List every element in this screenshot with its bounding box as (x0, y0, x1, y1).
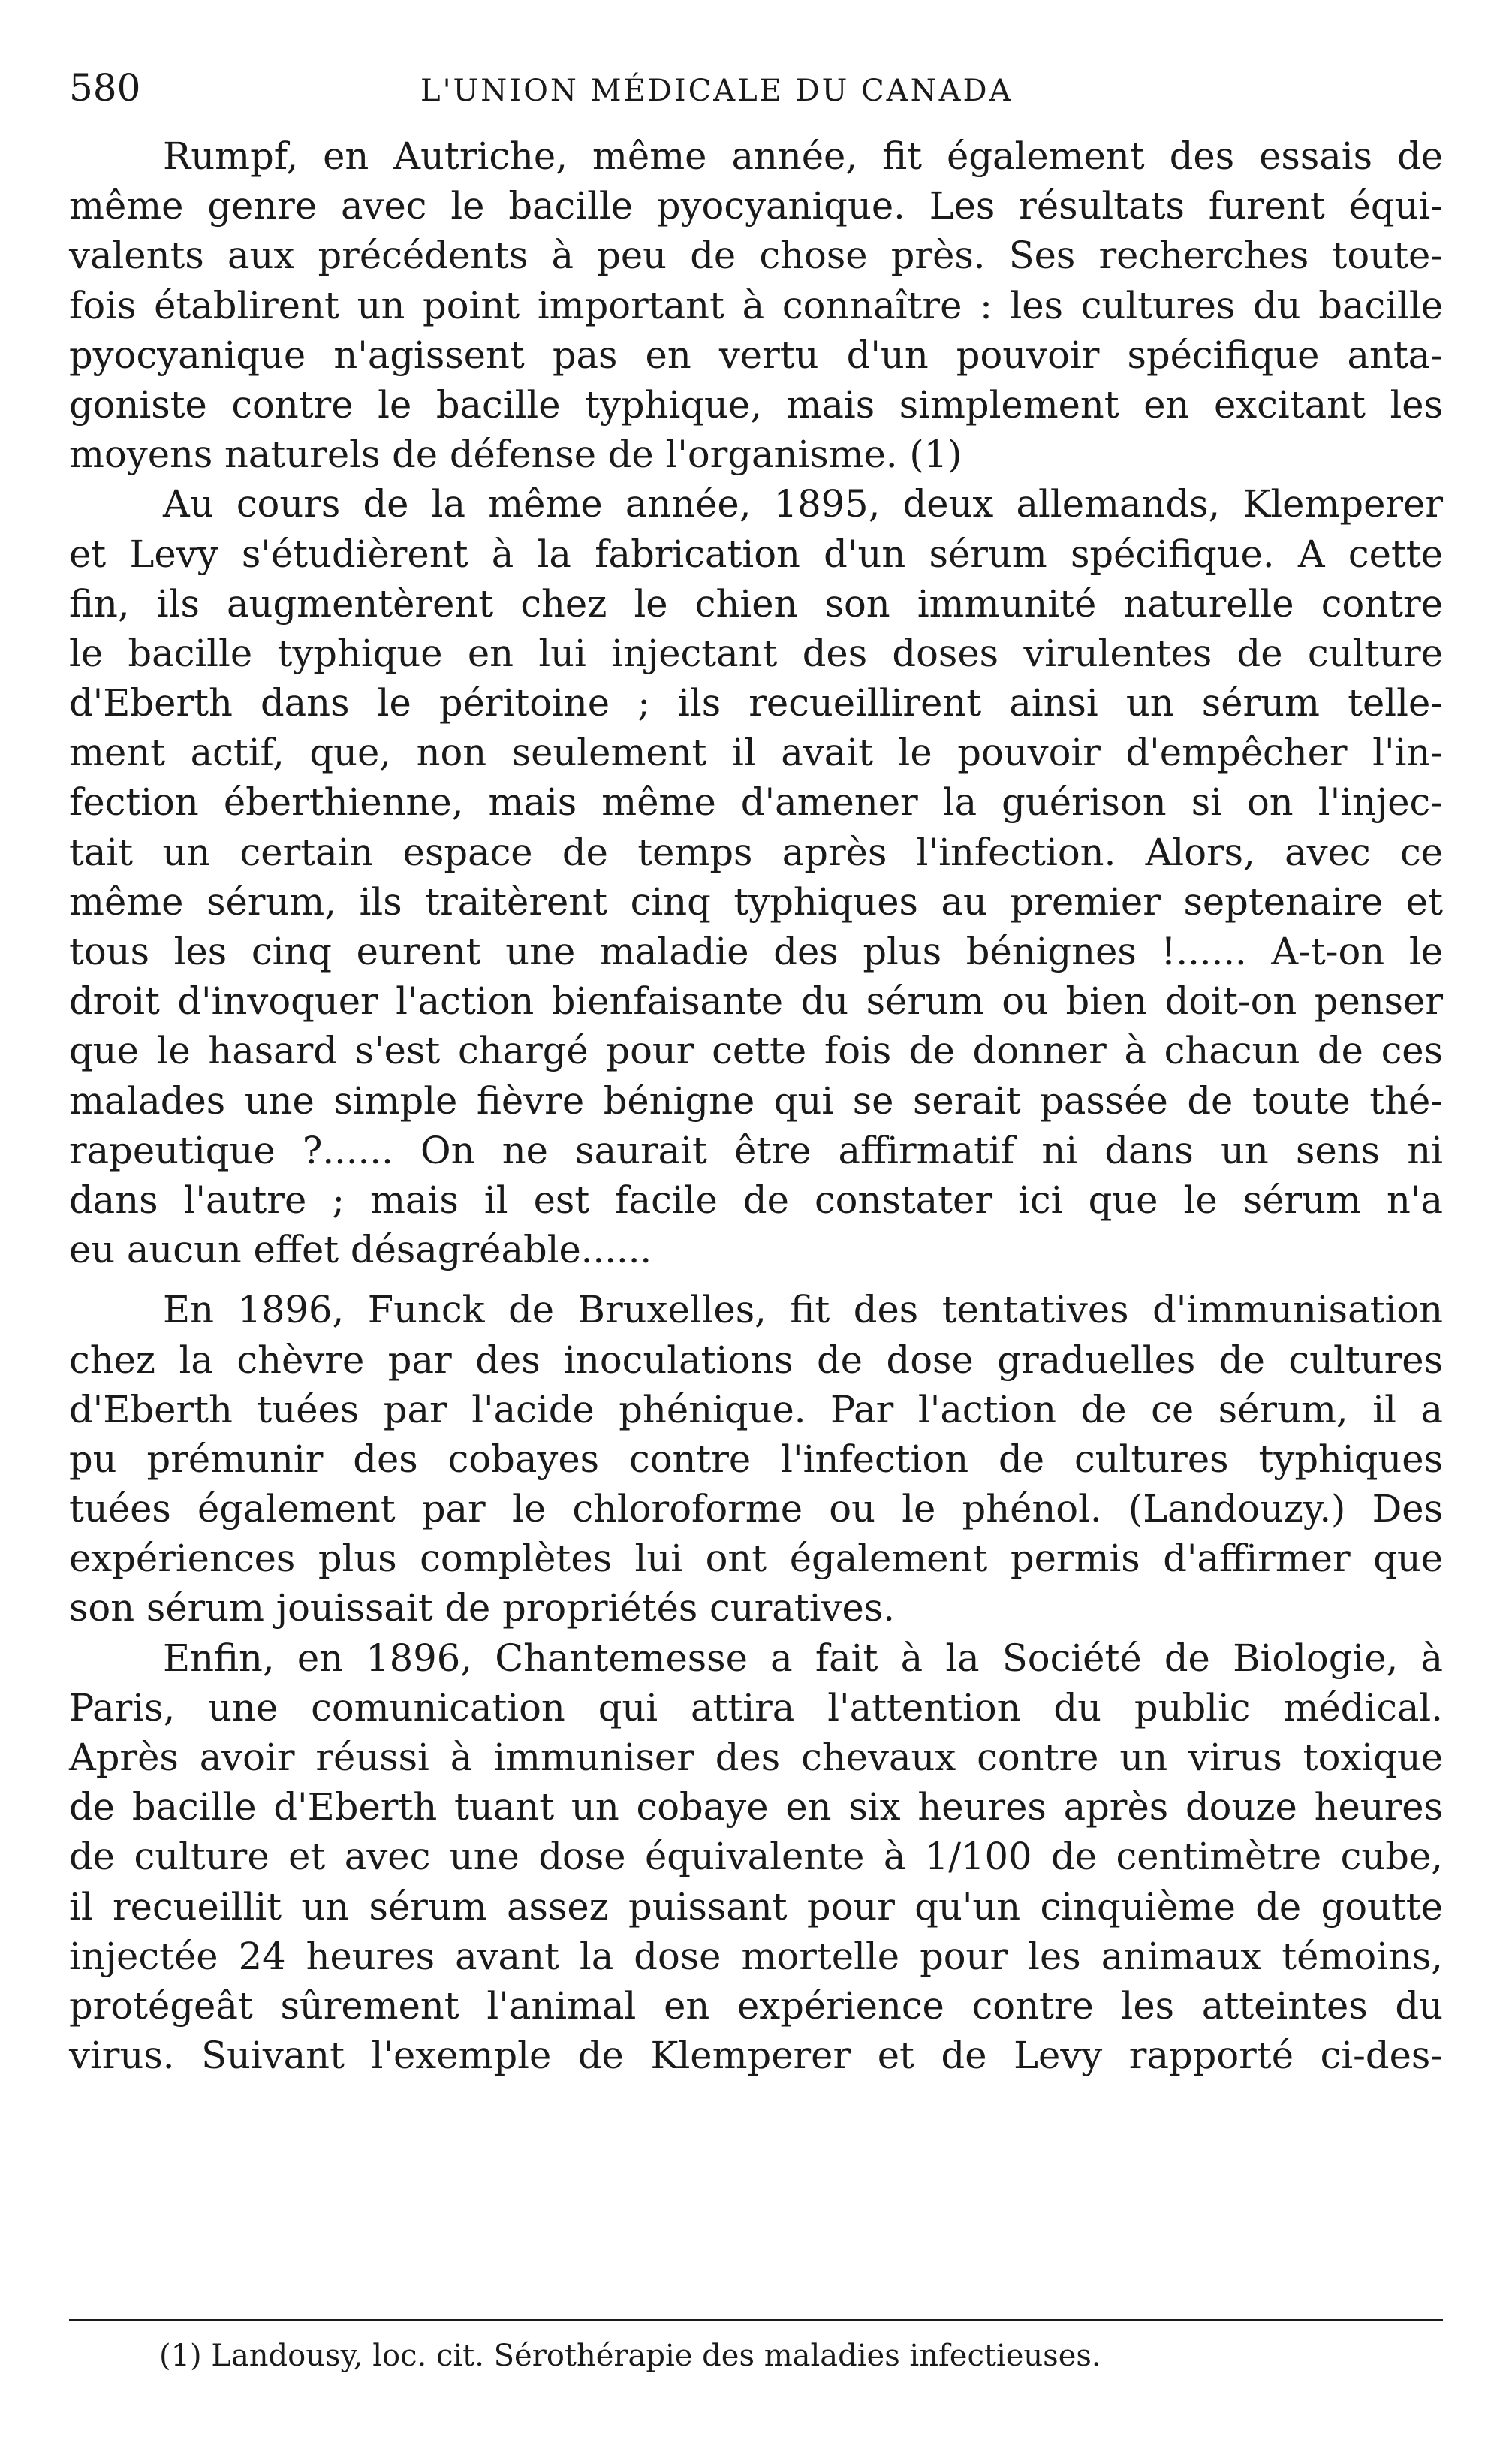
text-line: tuées également par le chloroforme ou le phénol. (Landouzy.) Des (69, 1487, 1443, 1531)
text-line: tait un certain espace de temps après l'infection. Alors, avec ce (69, 830, 1443, 874)
text-line: virus. Suivant l'exemple de Klemperer et de Levy rapporté ci-des- (69, 2034, 1443, 2078)
text-line: fin, ils augmentèrent chez le chien son immunité naturelle contre (69, 581, 1443, 626)
text-line: pyocyanique n'agissent pas en vertu d'un pouvoir spécifique anta- (69, 333, 1443, 377)
text-line: fois établirent un point important à connaître : les cultures du bacille (69, 283, 1443, 327)
text-line: Enfin, en 1896, Chantemesse a fait à la Société de Biologie, à (163, 1636, 1443, 1680)
text-line: tous les cinq eurent une maladie des plus bénignes !...... A-t-on le (69, 930, 1443, 973)
text-line: de bacille d'Eberth tuant un cobaye en six heures après douze heures (69, 1785, 1443, 1829)
text-line: ment actif, que, non seulement il avait le pouvoir d'empêcher l'in- (69, 731, 1443, 775)
text-line: expériences plus complètes lui ont également permis d'affirmer que (69, 1537, 1443, 1581)
paragraph-chantemesse (69, 1633, 1443, 2081)
text-line: dans l'autre ; mais il est facile de constater ici que le sérum n'a (69, 1178, 1443, 1222)
text-line: d'Eberth dans le péritoine ; ils recueillirent ainsi un sérum telle- (69, 681, 1443, 725)
body-text (69, 131, 1443, 2080)
text-line: eu aucun effet désagréable...... (69, 1228, 652, 1272)
paragraph-spacing (69, 1274, 1443, 1285)
running-head (0, 62, 1497, 114)
text-line: même sérum, ils traitèrent cinq typhiques au premier septenaire et (69, 879, 1443, 924)
text-line: pu prémunir des cobayes contre l'infection de cultures typhiques (69, 1437, 1443, 1481)
text-line: il recueillit un sérum assez puissant pour qu'un cinquième de goutte (69, 1884, 1443, 1929)
text-line: d'Eberth tuées par l'acide phénique. Par l'action de ce sérum, il a (69, 1387, 1443, 1431)
text-line: Au cours de la même année, 1895, deux allemands, Klemperer (163, 482, 1443, 526)
text-line: Après avoir réussi à immuniser des chevaux contre un virus toxique (69, 1736, 1443, 1779)
text-line: que le hasard s'est chargé pour cette fois de donner à chacun de ces (69, 1029, 1443, 1073)
text-line: Rumpf, en Autriche, même année, fit également des essais de (163, 134, 1443, 178)
paragraph-rumpf (69, 131, 1443, 479)
paragraph-funck (69, 1285, 1443, 1633)
text-line: son sérum jouissait de propriétés curatives. (69, 1586, 895, 1630)
text-line: malades une simple fièvre bénigne qui se serait passée de toute thé- (69, 1078, 1443, 1123)
text-line: droit d'invoquer l'action bienfaisante du sérum ou bien doit-on penser (69, 979, 1443, 1024)
text-line: valents aux précédents à peu de chose près. Ses recherches toute- (69, 234, 1443, 278)
text-line: rapeutique ?...... On ne saurait être affirmatif ni dans un sens ni (69, 1128, 1443, 1172)
text-line: moyens naturels de défense de l'organisme. (1) (69, 433, 962, 477)
text-line: En 1896, Funck de Bruxelles, fit des tentatives d'immunisation (163, 1288, 1443, 1332)
text-line: même genre avec le bacille pyocyanique. Les résultats furent équi- (69, 184, 1443, 228)
text-line: injectée 24 heures avant la dose mortelle pour les animaux témoins, (69, 1934, 1443, 1978)
text-line: de culture et avec une dose équivalente à 1/100 de centimètre cube, (69, 1835, 1443, 1879)
text-line: et Levy s'étudièrent à la fabrication d'un sérum spécifique. A cette (69, 532, 1443, 576)
text-line: fection éberthienne, mais même d'amener la guérison si on l'injec- (69, 780, 1443, 825)
text-line: protégeât sûrement l'animal en expérience contre les atteintes du (69, 1983, 1443, 2028)
paragraph-klemperer (69, 479, 1443, 1274)
footnote: (1) Landousy, loc. cit. Sérothérapie des maladies infectieuses. (159, 2339, 1101, 2373)
journal-title: L'UNION MÉDICALE DU CANADA (420, 74, 1014, 108)
text-line: goniste contre le bacille typhique, mais simplement en excitant les (69, 382, 1443, 427)
text-line: chez la chèvre par des inoculations de dose graduelles de cultures (69, 1338, 1443, 1382)
footnote-divider (69, 2319, 1443, 2321)
text-line: Paris, une comunication qui attira l'attention du public médical. (69, 1685, 1443, 1730)
page-number: 580 (69, 66, 141, 110)
text-line: le bacille typhique en lui injectant des doses virulentes de culture (69, 631, 1443, 675)
